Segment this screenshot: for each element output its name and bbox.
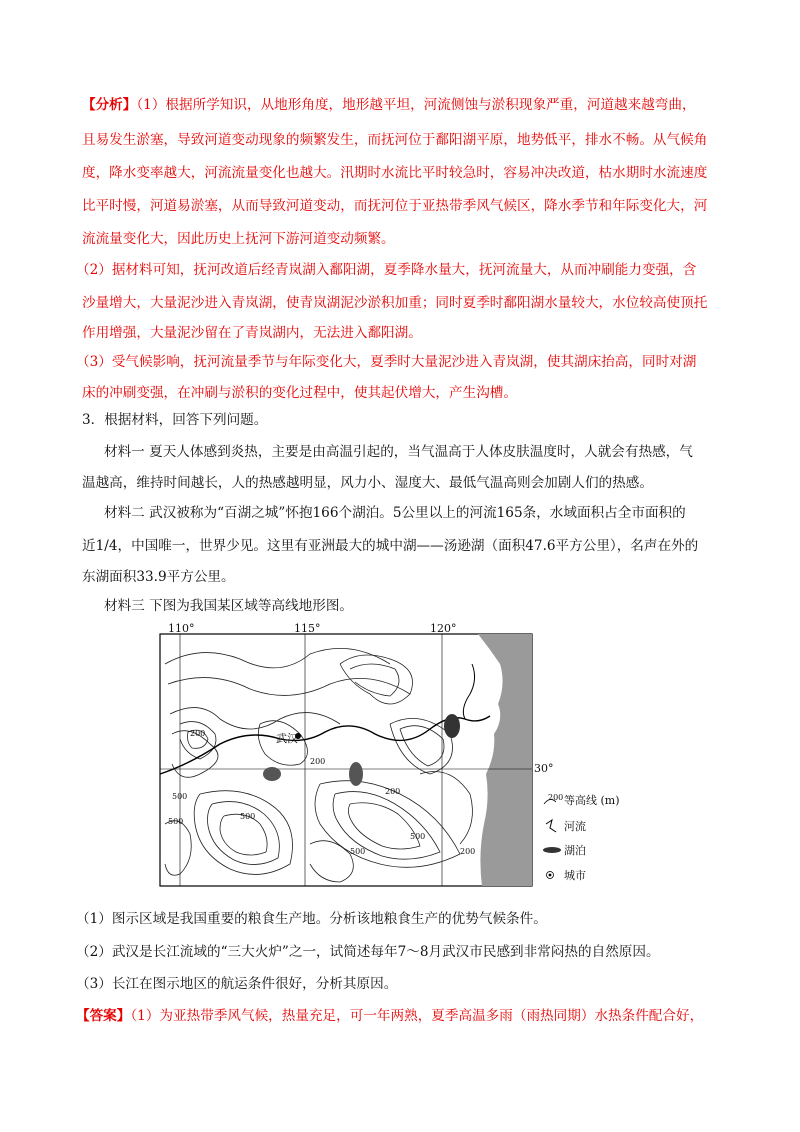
svg-text:200: 200 bbox=[385, 787, 401, 796]
svg-text:500: 500 bbox=[168, 817, 184, 826]
svg-text:500: 500 bbox=[410, 832, 426, 841]
analysis-line-2: 且易发生淤塞，导致河道变动现象的频繁发生，而抚河位于鄱阳湖平原，地势低平，排水不畅。从气候角 bbox=[82, 132, 708, 148]
svg-text:200: 200 bbox=[310, 757, 326, 766]
map-frame bbox=[160, 634, 532, 886]
material2-line-1: 材料二 武汉被称为“百湖之城”怀抱166个湖泊。5公里以上的河流165条，水域面积占全市面积的 bbox=[104, 505, 686, 521]
legend-contour-label: 等高线 (m) bbox=[564, 794, 620, 807]
city-wuhan-label: 武汉 bbox=[276, 732, 298, 745]
answer-line-1: 【答案】（1）为亚热带季风气候，热量充足，可一年两熟，夏季高温多雨（雨热同期）水热条件配合好， bbox=[76, 1008, 704, 1024]
legend-contour-value: 200 bbox=[548, 793, 564, 802]
lake-taihu bbox=[444, 714, 460, 738]
analysis-line-5: 流流量变化大，因此历史上抚河下游河道变动频繁。 bbox=[82, 231, 395, 247]
svg-text:200: 200 bbox=[190, 729, 206, 738]
material2-line-2: 近1/4，中国唯一，世界少见。这里有亚洲最大的城中湖——汤逊湖（面积47.6平方公里），名声在外的 bbox=[82, 538, 699, 554]
svg-text:500: 500 bbox=[172, 792, 188, 801]
analysis-tag: 【分析】 bbox=[82, 97, 137, 113]
analysis-line-3: 度，降水变率越大，河流流量变化也越大。汛期时水流比平时较急时，容易冲决改道，枯水期时水流速度 bbox=[82, 165, 708, 181]
material2-line-3: 东湖面积33.9平方公里。 bbox=[82, 569, 235, 585]
contour-map bbox=[160, 622, 620, 888]
svg-text:500: 500 bbox=[240, 812, 256, 821]
analysis-line-6: （2）据材料可知，抚河改道后经青岚湖入鄱阳湖，夏季降水量大，抚河流量大，从而冲刷能力变强，含 bbox=[76, 262, 697, 278]
analysis-line-7: 沙量增大，大量泥沙进入青岚湖，使青岚湖泥沙淤积加重；同时夏季时鄱阳湖水量较大，水位较高使顶托 bbox=[82, 295, 708, 311]
analysis-line-8: 作用增强，大量泥沙留在了青岚湖内，无法进入鄱阳湖。 bbox=[82, 325, 422, 341]
analysis-line-1: 【分析】（1）根据所学知识，从地形角度，地形越平坦，河流侧蚀与淤积现象严重，河道越来越弯曲， bbox=[82, 97, 696, 113]
svg-text:200: 200 bbox=[460, 847, 476, 856]
question-heading: 3．根据材料，回答下列问题。 bbox=[82, 412, 268, 428]
lon-label-120: 120° bbox=[430, 622, 457, 635]
lon-label-110: 110° bbox=[168, 622, 195, 635]
answer-tag: 【答案】 bbox=[76, 1008, 131, 1024]
material1-line-2: 温越高，维持时间越长，人的热感越明显，风力小、湿度大、最低气温高则会加剧人们的热感。 bbox=[82, 475, 653, 491]
legend-lake-label: 湖泊 bbox=[564, 844, 586, 857]
lon-label-115: 115° bbox=[294, 622, 321, 635]
sub-question-3: （3）长江在图示地区的航运条件很好，分析其原因。 bbox=[76, 976, 398, 992]
lat-label-30: 30° bbox=[534, 762, 554, 775]
material3-caption: 材料三 下图为我国某区域等高线地形图。 bbox=[104, 598, 354, 614]
analysis-line-4: 比平时慢，河道易淤塞，从而导致河道变动，而抚河位于亚热带季风气候区，降水季节和年际变化大，河 bbox=[82, 198, 708, 214]
lake-poyang bbox=[349, 762, 363, 786]
material1-line-1: 材料一 夏天人体感到炎热，主要是由高温引起的，当气温高于人体皮肤温度时，人就会有热感，气 bbox=[104, 444, 693, 460]
sub-question-2: （2）武汉是长江流域的“三大火炉”之一，试简述每年7～8月武汉市民感到非常闷热的自然原因。 bbox=[76, 944, 660, 960]
analysis-line-10: 床的冲刷变强，在冲刷与淤积的变化过程中，使其起伏增大，产生沟槽。 bbox=[82, 385, 517, 401]
legend-lake-icon bbox=[543, 847, 561, 853]
legend-city-label: 城市 bbox=[564, 869, 586, 882]
svg-text:500: 500 bbox=[350, 847, 366, 856]
legend-river-label: 河流 bbox=[564, 820, 586, 833]
sub-question-1: （1）图示区域是我国重要的粮食生产地。分析该地粮食生产的优势气候条件。 bbox=[76, 911, 547, 927]
legend-river-icon bbox=[546, 820, 556, 832]
lake-dongting bbox=[263, 767, 281, 781]
map-legend bbox=[543, 793, 620, 882]
analysis-line-9: （3）受气候影响，抚河流量季节与年际变化大，夏季时大量泥沙进入青岚湖，使其湖床抬高，同时对湖 bbox=[76, 354, 697, 370]
